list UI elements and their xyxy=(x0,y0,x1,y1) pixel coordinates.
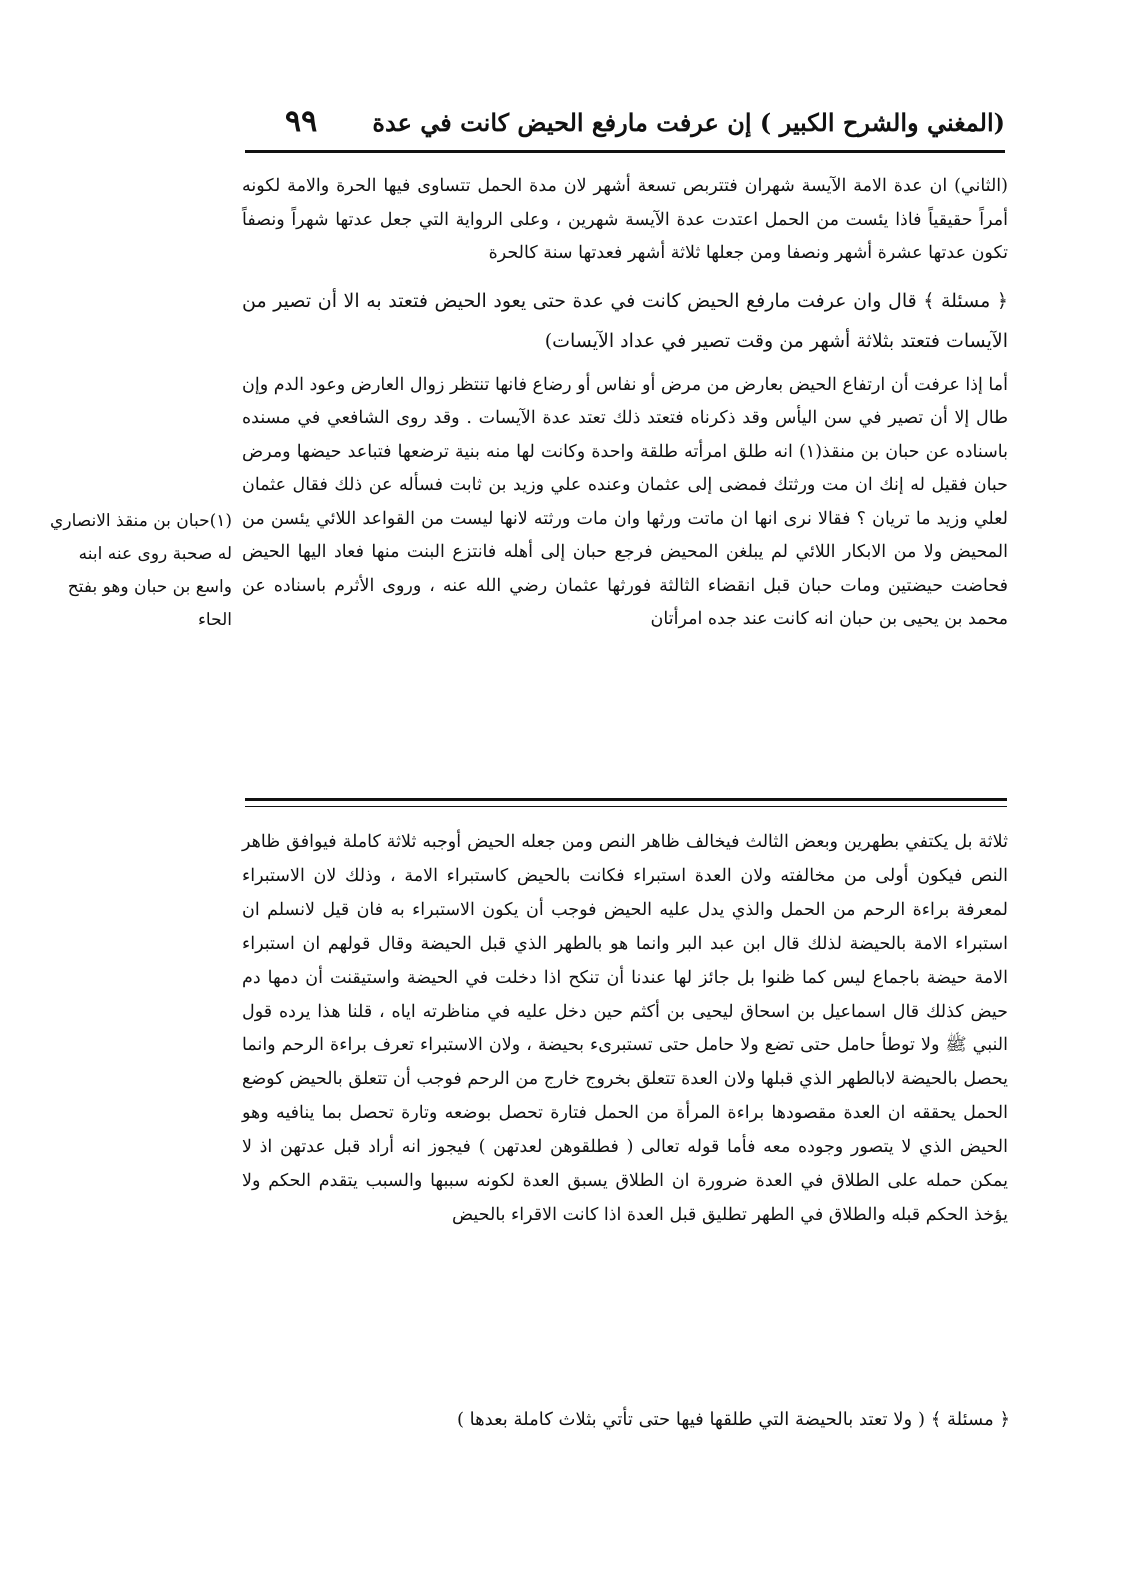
page-number: ٩٩ xyxy=(285,104,318,139)
final-masala: ﴿ مسئلة ﴾ ( ولا تعتد بالحيضة التي طلقها فيها حتى تأتي بثلاث كاملة بعدها ) xyxy=(456,1409,1010,1430)
masala-heading: ﴿ مسئلة ﴾ قال وان عرفت مارفع الحيض كانت في عدة حتى يعود الحيض فتعتد به الا أن تصير من الآيسات فتعتد بثلاثة أشهر من وقت تصير في عداد الآيسات) xyxy=(242,289,1008,352)
sharh-text xyxy=(242,826,1008,1233)
running-title: (المغني والشرح الكبير ) إن عرفت مارفع الحيض كانت في عدة xyxy=(372,108,1005,137)
page-header xyxy=(245,100,1005,150)
paragraph-explanation: أما إذا عرفت أن ارتفاع الحيض بعارض من مرض أو نفاس أو رضاع فانها تنتظر زوال العارض وعود الدم وإن طال إلا أن تصير في سن اليأس وقد ذكرناه فتعتد ذلك تعتد عدة الآيسات . وقد روى الشافعي في مسنده باسناده عن حبان بن منقذ(١) انه طلق امرأته طلقة واحدة وكانت لها منه بنية ترضعها فتباعد حيضها ومرض حبان فقيل له إنك ان مت ورثتك فمضى إلى عثمان وعنده علي وزيد بن ثابت فسأله عن ذلك فقال عثمان لعلي وزيد ما تريان ؟ فقالا نرى انها ان ماتت ورثها وان مات ورثته لانها ليست من القواعد اللائي يئسن من المحيض ولا من الابكار اللائي لم يبلغن المحيض فرجع حبان إلى أهله فانتزع البنت منها فعاد اليها الحيض فحاضت حيضتين ومات حبان قبل انقضاء الثالثة فورثها عثمان رضي الله عنه ، وروى الأثرم باسناده عن محمد بن يحيى بن حبان انه كانت عند جده امرأتان xyxy=(242,374,1008,629)
section-divider xyxy=(245,798,1007,801)
paragraph-al-thani: (الثاني) ان عدة الامة الآيسة شهران فتتربص تسعة أشهر لان مدة الحمل تتساوى فيها الحرة والامة لكونه أمراً حقيقياً فاذا يئست من الحمل اعتدت عدة الآيسة شهرين ، وعلى الرواية التي جعل عدتها شهراً ونصفاً تكون عدتها عشرة أشهر ونصفا ومن جعلها ثلاثة أشهر فعدتها سنة كالحرة xyxy=(242,176,1008,263)
header-rule xyxy=(245,150,1005,153)
sharh-paragraph: ثلاثة بل يكتفي بطهرين وبعض الثالث فيخالف ظاهر النص ومن جعله الحيض أوجبه ثلاثة كاملة فيوافق ظاهر النص فيكون أولى من مخالفته ولان العدة استبراء فكانت بالحيض كاستبراء الامة ، وذلك لان الاستبراء لمعرفة براءة الرحم من الحمل والذي يدل عليه الحيض فوجب أن يكون الاستبراء به فان قيل لانسلم ان استبراء الامة بالحيضة لذلك قال ابن عبد البر وانما هو بالطهر الذي قبل الحيضة وقال قولهم ان استبراء الامة حيضة باجماع ليس كما ظنوا بل جائز لها عندنا أن تنكح اذا دخلت في الحيضة واستيقنت أن دمها دم حيض كذلك قال اسماعيل بن اسحاق ليحيى بن أكثم حين دخل عليه في مناظرته اياه ، قلنا هذا يرده قول النبي ﷺ ولا توطأ حامل حتى تضع ولا حامل حتى تستبرىء بحيضة ، ولان الاستبراء تعرف براءة الرحم وانما يحصل بالحيضة لابالطهر الذي قبلها ولان العدة تتعلق بخروج خارج من الرحم فوجب أن تتعلق بالحيض كوضع الحمل يحققه ان العدة مقصودها براءة المرأة من الحمل فتارة تحصل بوضعه وتارة تحصل بما ينافيه وهو الحيض الذي لا يتصور وجوده معه فأما قوله تعالى ( فطلقوهن لعدتهن ) فيجوز انه أراد قبل عدتهن اذ لا يمكن حمله على الطلاق في العدة ضرورة ان الطلاق يسبق العدة لكونه سببها والسبب يتقدم الحكم ولا يؤخذ الحكم قبله والطلاق في الطهر تطليق قبل العدة اذا كانت الاقراء بالحيض xyxy=(242,832,1008,1225)
footnote-hibban: (١)حبان بن منقذ الانصاري له صحبة روى عنه ابنه واسع بن حبان وهو بفتح الحاء xyxy=(50,511,232,630)
mughni-text xyxy=(242,170,1008,647)
section-divider-thin xyxy=(245,806,1007,807)
